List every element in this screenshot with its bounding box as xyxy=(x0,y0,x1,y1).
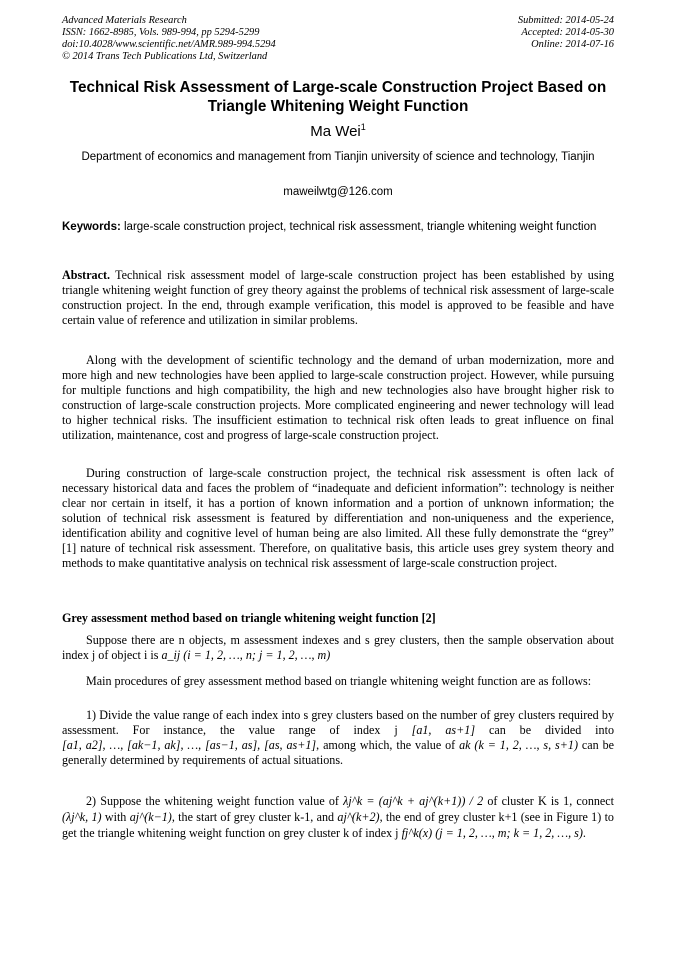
author-email[interactable]: maweilwtg@126.com xyxy=(283,186,393,198)
cluster-end-formula: aj^(k+2) xyxy=(337,810,380,824)
author-name: Ma Wei xyxy=(310,123,361,140)
step1-text-b: can be divided into xyxy=(488,723,614,737)
step2-text-b: of cluster K is 1, connect xyxy=(487,794,615,808)
method-paragraph-2: Main procedures of grey assessment method based on triangle whitening weight function are as follows: xyxy=(86,674,592,688)
keywords-text: large-scale construction project, technical risk assessment, triangle whitening weight function xyxy=(120,221,597,233)
author-sup: 1 xyxy=(360,122,366,132)
step2-text-e: , the end of grey cluster k+1 (see in Figure 1) to get the triangle whitening weight function on grey cluster k of index j xyxy=(62,810,614,840)
step2-text-d: , the start of grey cluster k-1, and xyxy=(171,810,335,824)
section-heading: Grey assessment method based on triangle whitening weight function [2] xyxy=(62,611,436,625)
online-date: Online: 2014-07-16 xyxy=(531,39,614,51)
ak-formula: ak (k = 1, 2, …, s, s+1) xyxy=(459,738,578,752)
journal-doi: doi:10.4028/www.scientific.net/AMR.989-994.5294 xyxy=(62,39,276,51)
method-step-1 xyxy=(62,708,614,768)
step1-text-d: can be generally determined by requirements of actual situations. xyxy=(62,738,614,767)
affiliation: Department of economics and management from Tianjin university of science and technology, Tianjin xyxy=(81,151,595,163)
abstract xyxy=(62,268,614,328)
step2-text-f: . xyxy=(582,826,586,840)
abstract-text: Technical risk assessment model of large-scale construction project has been established by using triangle whitening weight function of grey theory against the problems of technical risk assessment of large-scale construction project. In the end, through example verification, this model is approved to be feasible and have certain value of reference and utilization in similar problems. xyxy=(62,268,614,327)
journal-copyright: © 2014 Trans Tech Publications Ltd, Switzerland xyxy=(62,51,268,63)
author xyxy=(62,122,614,140)
step1-text-c: , among which, the value of xyxy=(316,738,456,752)
paper-title: Technical Risk Assessment of Large-scale Construction Project Based on Triangle Whitening Weight Function xyxy=(69,79,607,115)
keywords xyxy=(62,220,614,235)
whitening-function-formula: fj^k(x) (j = 1, 2, …, m; k = 1, 2, …, s) xyxy=(401,826,583,840)
intro-paragraph-2: During construction of large-scale construction project, the technical risk assessment is often lack of necessary historical data and faces the problem of “inadequate and deficient information”: technology is neither clear nor certain in itself, it has a portion of known information and a portion of unknown information; the solution of technical risk assessment is featured by differentiation and non-uniqueness and the experience, identification ability and cognitive level of human being are also limited. All these fully demonstrate the “grey” [1] nature of technical risk assessment. Therefore, on qualitative basis, this article uses grey system theory and methods to make quantitative analysis on technical risk assessment of large-scale construction project. xyxy=(62,466,614,570)
method-step-2 xyxy=(62,793,614,841)
intro-paragraph-1: Along with the development of scientific technology and the demand of urban modernization, more and more high and new technologies have been applied to large-scale construction project. However, while pursuing for multiple functions and high compatibility, the high and new technologies also have brought higher risk to construction of large-scale construction projects. More complicated engineering and newer technology will lead to higher technical risks. The insufficient estimation to technical risk often leads to great influence on final utilization, maintenance, cost and progress of large-scale construction project. xyxy=(62,353,614,442)
submission-dates xyxy=(518,15,614,51)
value-range-formula: [a1, as+1] xyxy=(411,723,476,737)
accepted-date: Accepted: 2014-05-30 xyxy=(521,27,614,39)
submitted-date: Submitted: 2014-05-24 xyxy=(517,15,614,26)
journal-issn: ISSN: 1662-8985, Vols. 989-994, pp 5294-5299 xyxy=(62,27,260,39)
sample-observation-formula: a_ij (i = 1, 2, …, n; j = 1, 2, …, m) xyxy=(161,648,331,662)
lambda-formula: λj^k = (aj^k + aj^(k+1)) / 2 xyxy=(343,794,484,808)
cluster-start-formula: aj^(k−1) xyxy=(129,810,172,824)
journal-name: Advanced Materials Research xyxy=(62,15,187,26)
lambda-point-formula: (λj^k, 1) xyxy=(62,810,102,824)
keywords-label: Keywords: xyxy=(62,221,121,233)
grey-cluster-intervals-formula: [a1, a2], …, [ak−1, ak], …, [as−1, as], [as, as+1] xyxy=(62,738,317,752)
method-paragraph-1 xyxy=(62,633,614,663)
method-p1-text: Suppose there are n objects, m assessment indexes and s grey clusters, then the sample observation about index j of object i is xyxy=(62,633,614,662)
step2-text-c: with xyxy=(104,810,127,824)
step1-text-a: 1) Divide the value range of each index into s grey clusters based on the number of grey clusters required by assessment. For instance, the value range of index j xyxy=(62,708,614,737)
abstract-label: Abstract. xyxy=(62,268,111,282)
journal-info xyxy=(62,15,276,63)
step2-text-a: 2) Suppose the whitening weight function value of xyxy=(86,794,339,808)
